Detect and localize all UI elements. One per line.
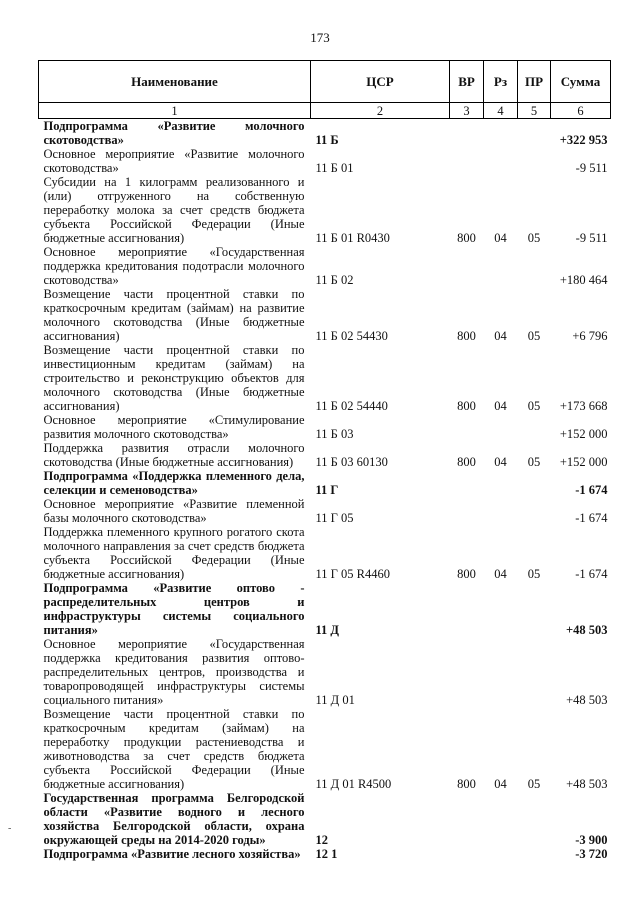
cell-rz bbox=[484, 147, 518, 175]
table-row bbox=[39, 175, 611, 245]
cell-name: Подпрограмма «Развитие лесного хозяйства» bbox=[43, 847, 301, 861]
table-row bbox=[39, 147, 611, 175]
column-number: 4 bbox=[484, 103, 518, 119]
cell-csr: 11 Д 01 bbox=[315, 693, 355, 707]
cell-pr bbox=[518, 637, 551, 707]
cell-sum: -1 674 bbox=[575, 483, 608, 497]
cell-rz bbox=[484, 469, 518, 497]
cell-name: Подпрограмма «Развитие оптово - распределительных центров и инфраструктуры системы социального питания» bbox=[43, 581, 305, 637]
cell-sum: -9 511 bbox=[575, 161, 608, 175]
cell-sum: -3 900 bbox=[575, 833, 608, 847]
cell-rz bbox=[484, 791, 518, 847]
table-row bbox=[39, 287, 611, 343]
cell-rz: 04 bbox=[494, 777, 507, 791]
cell-sum: -1 674 bbox=[575, 567, 608, 581]
cell-name: Основное мероприятие «Государственная поддержка кредитования развития оптово-распределительных центров, производства и товаропроводящей инфраструктуры системы социального питания» bbox=[43, 637, 305, 707]
cell-csr: 11 Б 02 54430 bbox=[315, 329, 388, 343]
cell-csr: 11 Б 01 R0430 bbox=[315, 231, 390, 245]
cell-sum: +48 503 bbox=[566, 623, 608, 637]
table-row bbox=[39, 581, 611, 637]
cell-sum: -9 511 bbox=[575, 231, 608, 245]
cell-vr bbox=[450, 847, 484, 861]
table-row bbox=[39, 343, 611, 413]
cell-vr: 800 bbox=[457, 777, 476, 791]
cell-rz bbox=[484, 581, 518, 637]
cell-name: Основное мероприятие «Стимулирование развития молочного скотоводства» bbox=[43, 413, 305, 441]
cell-pr bbox=[518, 245, 551, 287]
cell-rz: 04 bbox=[494, 567, 507, 581]
budget-table bbox=[38, 60, 611, 861]
cell-csr: 11 Д 01 R4500 bbox=[315, 777, 392, 791]
cell-vr bbox=[450, 637, 484, 707]
cell-sum: -3 720 bbox=[575, 847, 608, 861]
cell-vr bbox=[450, 581, 484, 637]
table-row bbox=[39, 707, 611, 791]
cell-name: Возмещение части процентной ставки по краткосрочным кредитам (займам) на развитие молочного скотоводства (Иные бюджетные ассигнования) bbox=[43, 287, 305, 343]
cell-pr: 05 bbox=[527, 231, 541, 245]
table-row bbox=[39, 245, 611, 287]
cell-sum: +152 000 bbox=[559, 427, 608, 441]
header-sum: Сумма bbox=[551, 61, 611, 103]
cell-rz: 04 bbox=[494, 231, 507, 245]
table-row bbox=[39, 413, 611, 441]
table-row bbox=[39, 791, 611, 847]
column-number: 6 bbox=[551, 103, 611, 119]
cell-pr bbox=[518, 469, 551, 497]
cell-pr: 05 bbox=[527, 455, 541, 469]
cell-name: Поддержка племенного крупного рогатого скота молочного направления за счет средств бюджета субъекта Российской Федерации (Иные бюджетные ассигнования) bbox=[43, 525, 305, 581]
cell-sum: +180 464 bbox=[559, 273, 608, 287]
cell-csr: 11 Б bbox=[315, 133, 339, 147]
cell-pr bbox=[518, 497, 551, 525]
cell-csr: 12 bbox=[315, 833, 328, 847]
cell-pr: 05 bbox=[527, 567, 541, 581]
cell-pr bbox=[518, 413, 551, 441]
cell-csr: 11 Б 02 bbox=[315, 273, 354, 287]
cell-csr: 11 Д bbox=[315, 623, 340, 637]
header-csr: ЦСР bbox=[311, 61, 450, 103]
column-number: 2 bbox=[311, 103, 450, 119]
header-rz: Рз bbox=[484, 61, 518, 103]
header-row bbox=[39, 61, 611, 103]
cell-sum: -1 674 bbox=[575, 511, 608, 525]
cell-vr: 800 bbox=[457, 329, 476, 343]
cell-rz bbox=[484, 245, 518, 287]
cell-vr bbox=[450, 469, 484, 497]
cell-pr: 05 bbox=[527, 777, 541, 791]
cell-csr: 11 Б 02 54440 bbox=[315, 399, 388, 413]
cell-csr: 11 Г 05 bbox=[315, 511, 354, 525]
header-name: Наименование bbox=[39, 61, 311, 103]
cell-rz bbox=[484, 119, 518, 148]
cell-pr bbox=[518, 581, 551, 637]
table-row bbox=[39, 637, 611, 707]
cell-sum: +152 000 bbox=[559, 455, 608, 469]
column-number: 1 bbox=[39, 103, 311, 119]
cell-rz: 04 bbox=[494, 455, 507, 469]
header-pr: ПР bbox=[518, 61, 551, 103]
cell-rz bbox=[484, 413, 518, 441]
cell-vr: 800 bbox=[457, 399, 476, 413]
cell-sum: +48 503 bbox=[566, 777, 608, 791]
column-number: 3 bbox=[450, 103, 484, 119]
cell-name: Основное мероприятие «Развитие племенной базы молочного скотоводства» bbox=[43, 497, 305, 525]
cell-csr: 11 Г 05 R4460 bbox=[315, 567, 390, 581]
cell-vr bbox=[450, 147, 484, 175]
cell-name: Возмещение части процентной ставки по краткосрочным кредитам (займам) на переработку продукции растениеводства и животноводства за счет средств бюджета субъекта Российской Федерации (Иные бюджетные ассигнования) bbox=[43, 707, 305, 791]
column-number-row bbox=[39, 103, 611, 119]
cell-pr bbox=[518, 791, 551, 847]
cell-pr bbox=[518, 147, 551, 175]
table-row bbox=[39, 497, 611, 525]
table-row bbox=[39, 119, 611, 148]
cell-rz: 04 bbox=[494, 329, 507, 343]
cell-name: Субсидии на 1 килограмм реализованного и (или) отгруженного на собственную переработку молока за счет средств бюджета субъекта Российской Федерации (Иные бюджетные ассигнования) bbox=[43, 175, 305, 245]
cell-sum: +48 503 bbox=[566, 693, 608, 707]
cell-pr: 05 bbox=[527, 329, 541, 343]
table-row bbox=[39, 441, 611, 469]
table-row bbox=[39, 469, 611, 497]
cell-name: Подпрограмма «Поддержка племенного дела, селекции и семеноводства» bbox=[43, 469, 305, 497]
cell-csr: 11 Б 01 bbox=[315, 161, 354, 175]
cell-csr: 12 1 bbox=[315, 847, 338, 861]
table-body bbox=[39, 119, 611, 862]
cell-sum: +322 953 bbox=[559, 133, 608, 147]
cell-vr: 800 bbox=[457, 231, 476, 245]
cell-name: Подпрограмма «Развитие молочного скотоводства» bbox=[43, 119, 305, 147]
page-number: 173 bbox=[310, 30, 330, 45]
cell-pr: 05 bbox=[527, 399, 541, 413]
cell-name: Основное мероприятие «Развитие молочного скотоводства» bbox=[43, 147, 305, 175]
cell-rz: 04 bbox=[494, 399, 507, 413]
cell-csr: 11 Б 03 bbox=[315, 427, 354, 441]
cell-vr bbox=[450, 119, 484, 148]
cell-name: Возмещение части процентной ставки по инвестиционным кредитам (займам) на строительство и реконструкцию объектов для молочного скотоводства (Иные бюджетные ассигнования) bbox=[43, 343, 305, 413]
cell-rz bbox=[484, 847, 518, 861]
cell-vr bbox=[450, 245, 484, 287]
table-row bbox=[39, 847, 611, 861]
cell-pr bbox=[518, 119, 551, 148]
column-number: 5 bbox=[518, 103, 551, 119]
cell-csr: 11 Г bbox=[315, 483, 339, 497]
cell-vr: 800 bbox=[457, 567, 476, 581]
cell-sum: +173 668 bbox=[559, 399, 608, 413]
cell-name: Государственная программа Белгородской области «Развитие водного и лесного хозяйства Белгородской области, охрана окружающей среды на 2014-2020 годы» bbox=[43, 791, 305, 847]
header-vr: ВР bbox=[450, 61, 484, 103]
cell-vr bbox=[450, 791, 484, 847]
cell-vr bbox=[450, 497, 484, 525]
cell-name: Поддержка развития отрасли молочного скотоводства (Иные бюджетные ассигнования) bbox=[43, 441, 305, 469]
page-mark: - bbox=[8, 823, 12, 834]
cell-vr: 800 bbox=[457, 455, 476, 469]
cell-csr: 11 Б 03 60130 bbox=[315, 455, 388, 469]
table-row bbox=[39, 525, 611, 581]
cell-rz bbox=[484, 497, 518, 525]
cell-name: Основное мероприятие «Государственная поддержка кредитования подотрасли молочного скотоводства» bbox=[43, 245, 305, 287]
cell-sum: +6 796 bbox=[572, 329, 608, 343]
cell-rz bbox=[484, 637, 518, 707]
cell-vr bbox=[450, 413, 484, 441]
cell-pr bbox=[518, 847, 551, 861]
